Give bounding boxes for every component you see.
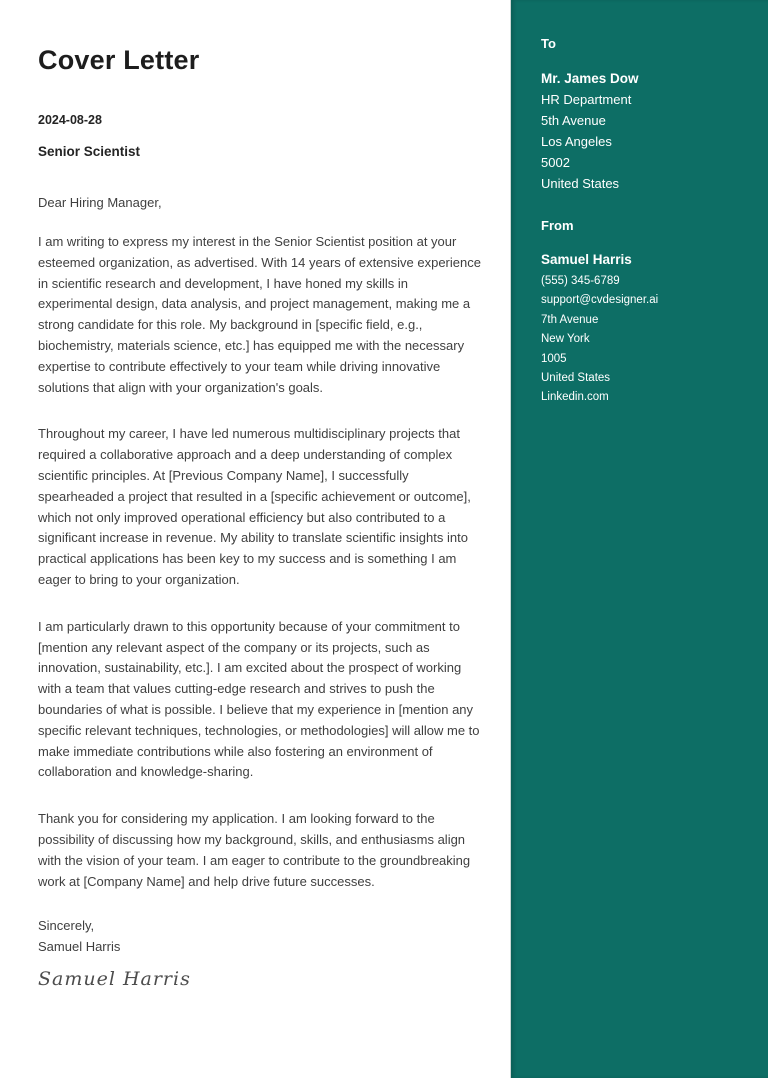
salutation: Dear Hiring Manager, xyxy=(38,195,162,210)
signer-name: Samuel Harris xyxy=(38,939,121,955)
recipient-name: Mr. James Dow xyxy=(541,71,639,86)
sender-city: New York xyxy=(541,333,590,346)
recipient-department: HR Department xyxy=(541,92,632,107)
letter-body xyxy=(38,232,482,892)
recipient-country: United States xyxy=(541,176,620,191)
sidebar xyxy=(510,0,768,1078)
sender-street: 7th Avenue xyxy=(541,313,599,326)
letter-content xyxy=(38,36,482,990)
letter-date: 2024-08-28 xyxy=(38,113,102,127)
sender-linkedin-link[interactable]: Linkedin.com xyxy=(541,391,609,404)
sender-phone: (555) 345-6789 xyxy=(541,275,620,287)
recipient-section xyxy=(541,36,748,194)
recipient-zip: 5002 xyxy=(541,155,570,170)
from-label: From xyxy=(541,218,574,233)
paragraph-career: Throughout my career, I have led numerous multidisciplinary projects that required a collaborative approach and a deep understanding of complex scientific principles. At [Previous Company Name], I successfully spearheaded a project that resulted in a [specific achievement or outcome], which not only improved operational efficiency but also contributed to a significant increase in revenue. My ability to translate scientific insights into practical applications has been key to my success and is something I am eager to bring to your organization. xyxy=(38,426,471,587)
paragraph-thanks: Thank you for considering my application. I am looking forward to the possibility of discussing how my background, skills, and enthusiasms align with the vision of your team. I am eager to contribute to the groundbreaking work at [Company Name] and help drive future successes. xyxy=(38,811,471,889)
recipient-city: Los Angeles xyxy=(541,134,612,149)
recipient-street: 5th Avenue xyxy=(541,113,606,128)
page-title: Cover Letter xyxy=(38,45,200,75)
sender-zip: 1005 xyxy=(541,352,567,365)
to-label: To xyxy=(541,36,556,51)
job-position: Senior Scientist xyxy=(38,144,141,159)
paragraph-intro: I am writing to express my interest in the Senior Scientist position at your esteemed organization, as advertised. With 14 years of extensive experience in scientific research and development, I have honed my skills in experimental design, data analysis, and project management, making me a strong candidate for this role. My background in [specific field, e.g., biochemistry, materials science, etc.] has equipped me with the necessary expertise to contribute effectively to your team while driving innovative solutions that align with your organization's goals. xyxy=(38,234,481,395)
paragraph-motivation: I am particularly drawn to this opportunity because of your commitment to [mention any relevant aspect of the company or its projects, such as innovation, sustainability, etc.]. I am excited about the prospect of working with a team that values cutting-edge research and strives to push the boundaries of what is possible. I believe that my experience in [mention any specific relevant techniques, technologies, or methodologies] will allow me to make immediate contributions while also fostering an environment of collaboration and knowledge-sharing. xyxy=(38,618,480,780)
handwritten-signature: Samuel Harris xyxy=(38,968,191,991)
closing-word: Sincerely, xyxy=(38,918,95,934)
sender-section xyxy=(541,218,748,408)
sender-name: Samuel Harris xyxy=(541,252,632,267)
sender-email[interactable]: support@cvdesigner.ai xyxy=(541,294,659,307)
sender-country: United States xyxy=(541,372,611,385)
closing-block xyxy=(38,915,482,957)
